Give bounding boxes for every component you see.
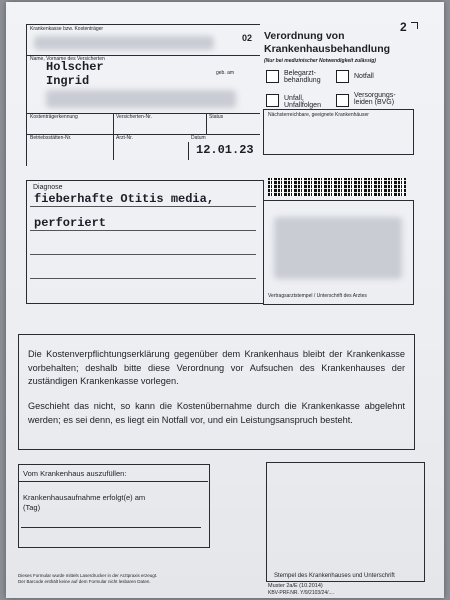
arzt-label: Arzt-Nr.: [116, 135, 133, 141]
form-title-note: (Nur bei medizinischer Notwendigkeit zulässig): [264, 58, 376, 64]
muster-label: Muster 2a/E (10.2014): [268, 583, 323, 589]
versicherten-label: Versicherten-Nr.: [116, 114, 152, 120]
kasse-label: Krankenkasse bzw. Kostenträger: [30, 26, 104, 32]
name-label: Name, Vorname des Versicherten: [30, 56, 105, 62]
born-label: geb. am: [216, 70, 235, 76]
unfall-checkbox[interactable]: [266, 94, 279, 107]
redacted-doctor-stamp: [274, 217, 402, 279]
hospitals-label: Nächsterreichbare, geeignete Krankenhäuser: [268, 112, 369, 118]
prescription-date: 12.01.23: [196, 143, 254, 157]
kostentraeger-label: Kostenträgerkennung: [30, 114, 78, 120]
versorgung-label-1: Versorgungs-: [354, 92, 396, 99]
kbv-label: KBV-PRF.NR. Y/9/2103/24/....: [268, 590, 335, 596]
belegarzt-label-1: Belegarzt-: [284, 70, 316, 77]
referral-form: [6, 2, 444, 598]
notfall-label: Notfall: [354, 73, 374, 80]
notice-paragraph-1: Die Kostenverpflichtungserklärung gegenüber dem Krankenhaus bleibt der Krankenkasse vorbehalten; deshalb bitte diese Verordnung vor Aufsuchen des Krankenhauses der zuständigen Krankenkasse vorlegen.: [28, 349, 405, 386]
unfall-label-2: Unfallfolgen: [284, 102, 321, 109]
form-title-line2: Krankenhausbehandlung: [264, 43, 391, 55]
versorgung-label-2: leiden (BVG): [354, 99, 395, 106]
diagnosis-label: Diagnose: [33, 184, 63, 191]
footer-note-1: Dieses Formular wurde mittels Laserdrucker in der Arztpraxis erzeugt.: [18, 573, 158, 578]
redacted-address: [46, 90, 236, 108]
diagnosis-line-2: perforiert: [34, 216, 107, 230]
belegarzt-checkbox[interactable]: [266, 70, 279, 83]
patient-surname: Holscher: [46, 60, 104, 74]
form-title-line1: Verordnung von: [264, 30, 345, 42]
form-number: 2: [400, 20, 407, 34]
notfall-checkbox[interactable]: [336, 70, 349, 83]
admission-date-line: [21, 527, 201, 528]
doctor-stamp-label: Vertragsarztstempel / Unterschrift des Arztes: [268, 293, 367, 299]
admission-line-1: Krankenhausaufnahme erfolgt(e) am: [23, 493, 146, 502]
hospital-stamp-box: [266, 462, 425, 582]
notice-paragraph-2: Geschieht das nicht, so kann die Kostenübernahme durch die Krankenkasse abgelehnt werden; es sei denn, es liegt ein Notfall vor, und ein Leistungsanspruch besteht.: [28, 401, 405, 425]
versorgung-checkbox[interactable]: [336, 94, 349, 107]
form-barcode: [268, 178, 406, 196]
datum-label: Datum: [191, 135, 206, 141]
betrieb-label: Betriebsstätten-Nr.: [30, 135, 72, 141]
redacted-kasse: [34, 36, 214, 50]
belegarzt-label-2: behandlung: [284, 77, 321, 84]
diagnosis-line-1: fieberhafte Otitis media,: [34, 192, 215, 206]
footer-note-2: Der Barcode enthält keine auf dem Formular nicht lesbaren Daten.: [18, 579, 151, 584]
code-text: 02: [242, 33, 253, 43]
admission-line-2: (Tag): [23, 503, 41, 512]
hospital-stamp-label: Stempel des Krankenhauses und Unterschrift: [274, 573, 395, 579]
patient-firstname: Ingrid: [46, 74, 90, 88]
status-label: Status: [209, 114, 224, 120]
unfall-label-1: Unfall,: [284, 95, 304, 102]
hospital-fill-label: Vom Krankenhaus auszufüllen:: [23, 469, 127, 478]
